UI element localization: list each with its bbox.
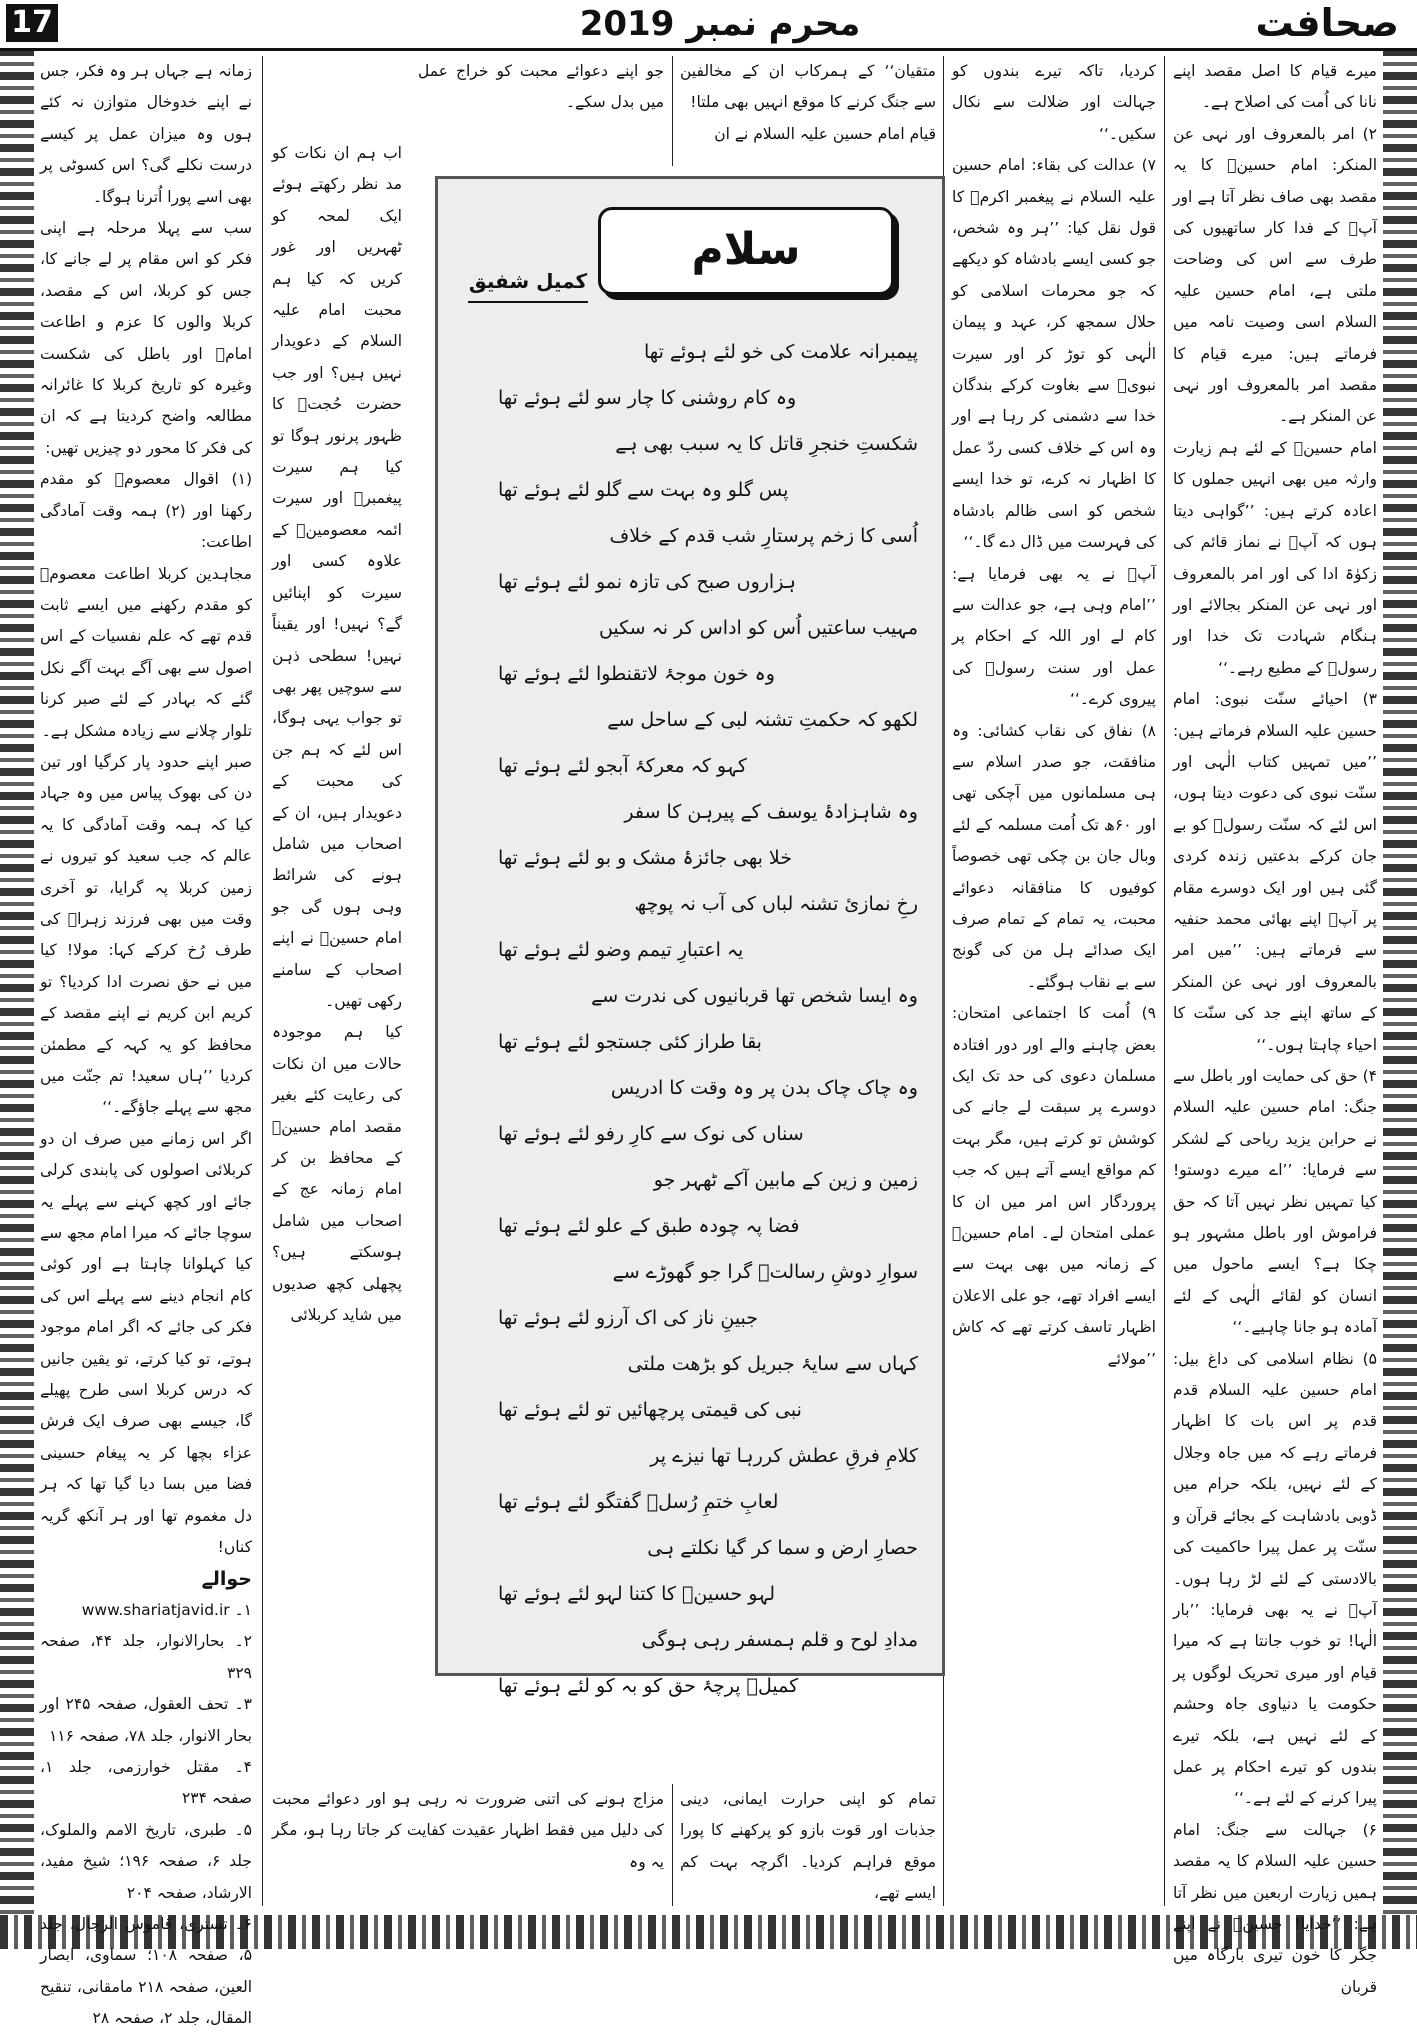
paragraph: تمام کو اپنی حرارت ایمانی، دینی جذبات اور قوت بازو کو پرکھنے کا پورا موقع فراہم کردیا۔ اگرچہ بہت کم ایسے تھے، <box>680 1790 936 1903</box>
poem-verse: کہو کہ معرکۂ آبجو لئے ہوئے تھا <box>498 755 747 777</box>
poem-verse: وہ ایسا شخص تھا قربانیوں کی ندرت سے <box>591 985 918 1007</box>
left-ornamental-border <box>0 48 34 1915</box>
paragraph: کیا ہم موجودہ حالات میں ان نکات کی رعایت کئے بغیر مقصد امام حسینؑ کے محافظ بن کر امام زمانہ عج کے اصحاب میں شامل ہوسکتے ہیں؟ پچھلی کچھ صدیوں میں شاید کربلائی <box>272 1023 402 1325</box>
poem-verse: لہو حسینؑ کا کتنا لہو لئے ہوئے تھا <box>498 1583 776 1605</box>
poem-verse: کلامِ فرقِ عطش کررہا تھا نیزے پر <box>650 1445 918 1467</box>
poem-box <box>435 176 945 1697</box>
paragraph: ۴) حق کی حمایت اور باطل سے جنگ: امام حسین علیہ السلام نے حرابن یزید ریاحی کے لشکر سے فرمایا: ’’اے میرے دوستو! کیا تمہیں نظر نہیں آتا کہ حق فراموش اور باطل مشہور ہو چکا ہے؟ ایسے ماحول میں انسان کو لقائے الٰہی کے لئے آمادہ ہو جانا چاہیے۔‘‘ <box>1172 1067 1377 1337</box>
poem-verse: کمیلؔ پرچۂ حق کو بہ کو لئے ہوئے تھا <box>498 1675 799 1697</box>
poem-verse: زمین و زین کے مابین آکے ٹھہر جو <box>653 1169 918 1191</box>
poem-verses <box>458 329 928 1709</box>
poem-verse: اُسی کا زخم پرستارِ شب قدم کے خلاف <box>609 525 918 547</box>
poem-verse: لعابِ ختمِ رُسلؐ گفتگو لئے ہوئے تھا <box>498 1491 779 1513</box>
paragraph: ۵) نظام اسلامی کی داغ بیل: امام حسین علیہ السلام قدم قدم پر اس بات کا اظہار فرماتے رہے کہ میں جاہ وجلال کے لئے نہیں، بلکہ حرام میں ڈوبی بادشاہت کے بجائے قرآن و سنّت پر عمل پیرا حاکمیت کی بالادستی کے لئے لڑ رہا ہوں۔ آپؑ نے یہ بھی فرمایا: ’’بار الٰہا! تو خوب جانتا ہے کہ میرا قیام اور میری تحریک لوگوں پر حکومت یا دنیاوی جاہ وحشم کے لئے نہیں ہے، بلکہ تیرے بندوں کو تیرے احکام پر عمل پیرا کرنے کے لئے ہے۔‘‘ <box>1173 1349 1377 1808</box>
reference-item: ۱۔ www.shariatjavid.ir <box>81 1600 252 1619</box>
article-body <box>40 56 1377 2028</box>
paragraph: صبر اپنے حدود پار کرگیا اور تین دن کی بھوک پیاس میں وہ جہاد کیا کہ ہمہ وقت آمادگی کا یہ عالم کہ جب سعید کو تیروں نے زمین کربلا پہ گرایا، تو آخری وقت میں بھی فرزند زہراؑ کی طرف رُخ کرکے کہا: مولا! کیا میں نے حق نصرت ادا کردیا؟ تو کریم ابن کریم نے اپنے مقصد کے محافظ کو یہ کہہ کے مطمئن کردیا ’’ہاں سعید! تم جنّت میں مجھ سے پہلے جاؤگے۔‘‘ <box>40 752 252 1117</box>
paragraph: زمانہ ہے جہاں ہر وہ فکر، جس نے اپنے خدوخال متوازن نہ کئے ہوں وہ میزان عمل پر کیسے درست نکلے گی؟ اس کسوٹی پر بھی اسے پورا اُترنا ہوگا۔ <box>40 62 252 206</box>
poem-verse: مہیب ساعتیں اُس کو اداس کر نہ سکیں <box>598 617 918 639</box>
poem-verse: پیمبرانہ علامت کی خو لئے ہوئے تھا <box>644 341 918 363</box>
paragraph: قیام امام حسین علیہ السلام نے ان <box>714 124 936 143</box>
poet-name: کمیل شفیق <box>468 269 588 293</box>
column-2 <box>952 56 1156 1906</box>
paragraph: میرے قیام کا اصل مقصد اپنے نانا کی اُمت کی اصلاح ہے۔ <box>1173 62 1377 112</box>
reference-item: ۴۔ مقتل خوارزمی، جلد ۱، صفحہ ۲۳۴ <box>40 1757 252 1808</box>
brand-logo: صحافت <box>1255 1 1399 45</box>
poem-verse: ہزاروں صبح کی تازہ نمو لئے ہوئے تھا <box>498 571 796 593</box>
paragraph: ۳) احیائے سنّت نبوی: امام حسین علیہ السلام فرماتے ہیں: ’’میں تمہیں کتاب الٰہی اور سنّت نبوی کی دعوت دیتا ہوں، اس لئے کہ سنّت رسولؐ کو بے جان کرکے بدعتیں زندہ کردی گئی ہیں اور ایک دوسرے مقام پر آپؑ اپنے بھائی محمد حنفیہ سے فرماتے ہیں: ’’میں امر بالمعروف اور نہی عن المنکر کے ساتھ اپنے جد کی سنّت کا احیاء چاہتا ہوں۔‘‘ <box>1173 690 1377 1054</box>
paragraph: امام حسینؑ کے لئے ہم زیارت وارثہ میں بھی انہیں جملوں کا اعادہ کرتے ہیں: ’’گواہی دیتا ہوں کہ آپؑ نے نماز قائم کی زکوٰۃ ادا کی اور امر بالمعروف اور نہی عن المنکر بجالائے اور ہنگام شہادت تک خدا اور رسولؐ کے مطیع رہے۔‘‘ <box>1173 438 1377 677</box>
reference-item: ۶۔ تستری، قاموس الرجال، جلد ۵، صفحہ ۱۰۸؛ سماوی، ابصار العین، صفحہ ۲۱۸ مامقانی، تنقیح المقال، جلد ۲، صفحہ ۲۸ <box>40 1914 253 2028</box>
paragraph: جو اپنے دعوائے محبت کو خراج عمل میں بدل سکے۔ <box>418 62 664 112</box>
paragraph: ۶) جہالت سے جنگ: امام حسین علیہ السلام کا یہ مقصد ہمیں زیارت اربعین میں نظر آتا ہے: ’’خدایا! حسینؑ نے اپنے جگر کا خون تیری بارگاہ میں قربان <box>1173 1820 1377 1996</box>
paragraph: ۲) امر بالمعروف اور نہی عن المنکر: امام حسینؑ کا یہ مقصد بھی صاف نظر آتا ہے اور آپؑ کے فدا کار ساتھیوں کی طرف سے اس کی وضاحت ملتی ہے، امام حسین علیہ السلام اسی وصیت نامہ میں فرماتے ہیں: میرے قیام کا مقصد امر بالمعروف اور نہی عن المنکر ہے۔ <box>1173 124 1377 426</box>
masthead <box>0 0 1417 51</box>
column-3-top <box>680 56 936 166</box>
reference-item: ۲۔ بحارالانوار، جلد ۴۴، صفحہ ۳۲۹ <box>40 1632 252 1682</box>
poem-verse: وہ چاک چاک بدن پر وہ وقت کا ادریس <box>610 1077 918 1099</box>
paragraph: ۷) عدالت کی بقاء: امام حسین علیہ السلام نے پیغمبر اکرمؐ کا قول نقل کیا: ’’ہر وہ شخص، جو کسی ایسے بادشاہ کو دیکھے کہ جو محرمات اسلامی کو حلال سمجھ کر، عہد و پیمان الٰہی کو توڑ کر اور سیرت نبویؐ سے بغاوت کرکے بندگان خدا سے دشمنی کر رہا ہے اور وہ اس کے خلاف کسی ردّ عمل کا اظہار نہ کرے، تو خدا ایسے شخص کو اسی ظالم بادشاہ کی فہرست میں ڈال دے گا۔‘‘ <box>952 156 1156 552</box>
reference-item: ۳۔ تحف العقول، صفحہ ۲۴۵ اور بحار الانوار، جلد ۷۸، صفحہ ۱۱۶ <box>40 1695 252 1745</box>
column-divider <box>262 56 263 1906</box>
paragraph: متقیان‘‘ کے ہمرکاب ان کے مخالفین سے جنگ کرنے کا موقع انہیں بھی ملتا! <box>680 62 936 112</box>
column-1 <box>1172 56 1377 1996</box>
column-4-top <box>418 56 664 166</box>
poem-verse: حصارِ ارض و سما کر گیا نکلتے ہی <box>647 1537 918 1559</box>
column-divider <box>1164 56 1165 1906</box>
poem-verse: فضا پہ چودہ طبق کے علو لئے ہوئے تھا <box>498 1215 800 1237</box>
poem-verse: سناں کی نوک سے کارِ رفو لئے ہوئے تھا <box>498 1123 804 1145</box>
poem-verse: جبینِ ناز کی اک آرزو لئے ہوئے تھا <box>498 1307 759 1329</box>
poem-verse: وہ کام روشنی کا چار سو لئے ہوئے تھا <box>498 387 797 409</box>
poem-title: سلام <box>598 207 894 295</box>
column-4-side <box>272 138 402 1698</box>
poem-verse: یہ اعتبارِ تیمم وضو لئے ہوئے تھا <box>498 939 744 961</box>
right-ornamental-border <box>1383 48 1417 1915</box>
poem-verse: سوارِ دوشِ رسالتؐ گرا جو گھوڑے سے <box>612 1261 918 1283</box>
column-divider <box>672 1784 673 1906</box>
poet-underline <box>468 301 588 303</box>
poem-verse: بقا طراز کئی جستجو لئے ہوئے تھا <box>498 1031 762 1053</box>
poem-verse: شکستِ خنجرِ قاتل کا یہ سبب بھی ہے <box>615 433 918 455</box>
poem-verse: خلا بھی جائزۂ مشک و بو لئے ہوئے تھا <box>498 847 792 869</box>
column-5 <box>40 56 253 2028</box>
paragraph: کردیا، تاکہ تیرے بندوں کو جہالت اور ضلالت سے نکال سکیں۔‘‘ <box>952 62 1156 143</box>
issue-title: محرم نمبر 2019 <box>579 4 861 44</box>
paragraph: (۱) اقوال معصومؑ کو مقدم رکھنا اور (۲) ہمہ وقت آمادگی اطاعت: <box>40 470 252 552</box>
poem-verse: وہ شاہزادۂ یوسف کے پیرہن کا سفر <box>624 801 918 823</box>
paragraph: مجاہدین کربلا اطاعت معصومؑ کو مقدم رکھنے میں ایسے ثابت قدم تھے کہ علم نفسیات کے اس اصول سے بھی آگے بہت آگے نکل گئے کہ بہادر کے لئے صبر کرنا تلوار چلانے سے زیادہ مشکل ہے۔ <box>40 564 252 740</box>
paragraph: آپؑ نے یہ بھی فرمایا ہے: ’’امام وہی ہے، جو عدالت سے کام لے اور اللہ کے احکام پر عمل اور سنت رسولؐ کی پیروی کرے۔‘‘ <box>952 564 1156 709</box>
paragraph: مزاج ہونے کی اتنی ضرورت نہ رہی ہو اور دعوائے محبت کی دلیل میں فقط اظہار عقیدت کفایت کر جاتا رہا ہو، مگر یہ وہ <box>272 1790 664 1871</box>
paragraph: اب ہم ان نکات کو مد نظر رکھتے ہوئے ایک لمحہ کو ٹھہریں اور غور کریں کہ کیا ہم محبت امام علیہ السلام کے دعویدار نہیں ہیں؟ اور جب حضرت حُجتؑ کا ظہور پرنور ہوگا تو کیا ہم سیرت پیغمبرؐ اور سیرت ائمہ معصومینؑ کے علاوہ کسی اور سیرت کو اپنائیں گے؟ نہیں! اور یقیناً نہیں! سطحی ذہن سے سوچیں پھر بھی تو جواب یہی ہوگا، اس لئے کہ ہم جن کی محبت کے دعویدار ہیں، ان کے اصحاب میں شامل ہونے کی شرائط وہی ہوں گی جو امام حسینؑ نے اپنے اصحاب کے سامنے رکھی تھیں۔ <box>272 144 402 1010</box>
paragraph: ۸) نفاق کی نقاب کشائی: وہ منافقت، جو صدر اسلام سے ہی مسلمانوں میں آچکی تھی اور ۶۰ھ تک اُمت مسلمہ کے لئے وبال جان بن چکی تھی خصوصاً کوفیوں کا منافقانہ دعوائے محبت، یہ تمام کے تمام صرف ایک صدائے ہل من کی گونج سے بے نقاب ہوگئے۔ <box>952 721 1156 991</box>
references-heading: حوالے <box>201 1567 252 1590</box>
poem-verse: لکھو کہ حکمتِ تشنہ لبی کے ساحل سے <box>607 709 918 731</box>
paragraph: ۹) اُمت کا اجتماعی امتحان: بعض چاہنے والے اور دور افتادہ مسلمان دعوی کی حد تک ایک دوسرے پر سبقت لے جانے کی کوشش تو کرتے ہیں، مگر بہت کم مواقع ایسے آتے ہیں کہ جب پروردگار اس امر میں ان کا عملی امتحان لے۔ امام حسینؑ کے زمانہ میں بھی بہت سے ایسے افراد تھے، جو علی الاعلان اظہار تاسف کرتے تھے کہ کاش ’’مولائے <box>952 1004 1156 1368</box>
poem-verse: رخِ نمازئ تشنہ لباں کی آب نہ پوچھ <box>634 893 918 915</box>
paragraph: سب سے پہلا مرحلہ ہے اپنی فکر کو اس مقام پر لے جانے کا، جس کو کربلا، اس کے مقصد، کربلا والوں کا عزم و اطاعت امامؑ اور باطل کی شکست وغیرہ کو تاریخ کربلا کا غائرانہ مطالعہ واضح کردیتا ہے کہ ان کی فکر کا محور دو چیزیں تھیں: <box>40 219 252 457</box>
column-3-bottom <box>680 1784 936 1904</box>
column-divider <box>672 56 673 166</box>
paragraph: اگر اس زمانے میں صرف ان دو کربلائی اصولوں کی پابندی کرلی جائے اور کچھ کہنے سے پہلے یہ سوچا جائے کہ میرا امام مجھ سے کیا کہلوانا چاہتا ہے اور کوئی کام انجام دینے سے پہلے اس کی فکر کی جائے کہ اگر امام موجود ہوتے، تو کیا کرتے، تو یقین جانیں کہ درس کربلا اسی طرح پھیلے گا، جیسے بھی صرف ایک فرش عزاء بچھا کر یہ پیغام حسینی فضا میں بسا دیا گیا تھا کہ ہر دل مغموم تھا اور ہر آنکھ گریہ کناں! <box>40 1129 252 1557</box>
reference-item: ۵۔ طبری، تاریخ الامم والملوک، جلد ۶، صفحہ ۱۹۶؛ شیخ مفید، الارشاد، صفحہ ۲۰۴ <box>40 1820 252 1902</box>
column-4-bottom <box>272 1784 664 1904</box>
poem-verse: وہ خون موجۂ لاتقنطوا لئے ہوئے تھا <box>498 663 775 685</box>
poem-verse: کہاں سے سایۂ جبریل کو بڑھت ملتی <box>627 1353 918 1375</box>
poem-verse: نبی کی قیمتی پرچھائیں تو لئے ہوئے تھا <box>498 1399 802 1421</box>
poem-verse: مدادِ لوح و قلم ہمسفر رہی ہوگی <box>641 1629 918 1651</box>
page-number: 17 <box>6 4 58 42</box>
poem-verse: پس گلو وہ بہت سے گلو لئے ہوئے تھا <box>498 479 789 501</box>
